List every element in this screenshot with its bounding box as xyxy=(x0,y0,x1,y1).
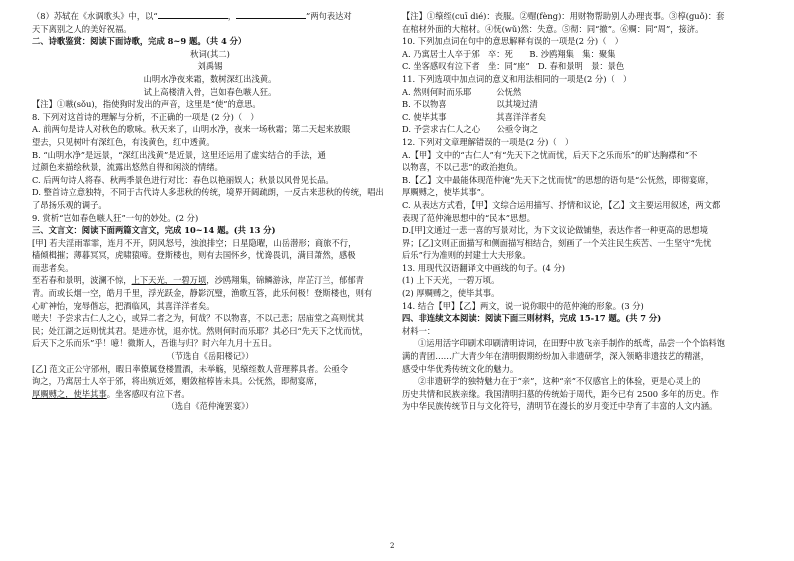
left-line: 秋词(其二) xyxy=(190,48,230,59)
left-line: D. 整首诗立意独特，不同于古代诗人多悲秋的传统，境界开阔疏朗，一反古来悲秋的传统，唱出 xyxy=(32,187,384,198)
underlined-sentence: 厚赒赙之，使毕其事 xyxy=(32,388,107,399)
line-text: 。坐客感叹有泣下者。 xyxy=(106,388,190,399)
right-line: 厚赒赙之，使毕其事”。 xyxy=(402,187,490,198)
right-line: 后乐”行为准则的封建士大夫形象。 xyxy=(402,250,531,261)
left-line: （选自《范仲淹罢宴》） xyxy=(166,401,254,412)
right-line: ①运用活字印刷术印刷清明诗词，在田野中放飞亲手制作的纸鸢，品尝一个个馅料饱 xyxy=(418,338,725,349)
right-line: 界；[乙]文则正面描写和侧面描写相结合，刻画了一个关注民生疾苦、一生坚守“先忧 xyxy=(402,237,712,248)
right-line: 13. 用现代汉语翻译文中画线的句子。(4 分) xyxy=(402,262,565,273)
left-line: 三、文言文：阅读下面两篇文言文，完成 10~14 题。(共 13 分) xyxy=(32,225,276,236)
left-line xyxy=(32,10,388,23)
left-line: 樯倾楫摧；薄暮冥冥，虎啸猿啼。登斯楼也，则有去国怀乡，忧谗畏讥，满目萧然，感极 xyxy=(32,250,356,261)
left-line: B. “山明水净”是远景，“深红出浅黄”是近景，这里还运用了虚实结合的手法，通 xyxy=(32,149,326,160)
right-line: 在棺材外面的大棺材。④怃(wǔ)然：失意。⑤彻：同“撤”。⑥赒：同“周”，接济。 xyxy=(402,23,704,34)
left-line: 天下离别之人的美好祝福。 xyxy=(32,23,132,34)
left-line: 山明水净夜来霜，数树深红出浅黄。 xyxy=(143,73,277,84)
page-number: 2 xyxy=(390,542,395,550)
right-line: B.【乙】文中最能体现范仲淹“先天下之忧而忧”的思想的语句是“公怃然，即彻宴席， xyxy=(402,174,714,185)
line-text: （8）苏轼在《水调歌头》中，以“ xyxy=(32,11,158,21)
right-line: ②非遗研学的独特魅力在于“亲”，这种“亲”不仅感官上的体验，更是心灵上的 xyxy=(418,376,701,387)
line-text: ，沙鸥翔集，锦鳞游泳，岸芷汀兰，郁郁青 xyxy=(206,275,364,286)
right-line: 11. 下列选项中加点词的意义和用法相同的一项是(2 分)（ ） xyxy=(402,73,632,84)
right-line: C. 从表达方式看，【甲】文综合运用描写、抒情和议论，【乙】文主要运用叙述，两文都 xyxy=(402,199,721,210)
right-line: 以物喜，不以己悲”的政治抱负。 xyxy=(402,162,523,173)
right-line: 表现了范仲淹思想中的“民本”思想。 xyxy=(402,212,535,223)
right-line: 感受中华优秀传统文化的魅力。 xyxy=(402,363,519,374)
left-line: [甲] 若夫淫雨霏霏，连月不开，阴风怒号，浊浪排空；日星隐曜，山岳潜形；商旅不行， xyxy=(32,237,357,248)
right-line: 满的青团……广大青少年在清明假期纷纷加入非遗研学，深入领略非遗技艺的精湛， xyxy=(402,351,709,362)
left-line: 过颜色来描绘秋景，流露出悠然自得和闲淡的情绪。 xyxy=(32,162,223,173)
left-line: 试上高楼清入骨，岂如春色嗾人狂。 xyxy=(143,86,277,97)
right-line: C. 坐客感叹有泣下者 坐：同“座” D. 春和景明 景：景色 xyxy=(402,61,625,72)
line-text: 至若春和景明，波澜不惊， xyxy=(32,275,132,286)
left-line: A. 前两句是诗人对秋色的歌咏。秋天来了，山明水净，夜来一场秋霜；第二天起来放眼 xyxy=(32,124,351,135)
right-line: D. 予尝求古仁人之心 公亟令询之 xyxy=(402,124,539,135)
right-line: B. 不以物喜 以其境过清 xyxy=(402,99,538,110)
left-line: C. 后两句诗人将春、秋两季景色进行对比：春色以艳丽娱人；秋景以风骨见长品。 xyxy=(32,174,334,185)
line-text: ， xyxy=(227,11,236,21)
right-line: 12. 下列对文章理解错误的一项是(2 分)（ ） xyxy=(402,136,574,147)
left-line: （节选自《岳阳楼记》） xyxy=(166,351,254,362)
answer-blank xyxy=(236,10,306,19)
left-line: 望去，只见树叶有深红色，有浅黄色，红中透黄。 xyxy=(32,136,215,147)
right-line: 【注】①缞绖(cuī dié)：丧服。②赗(fèng)：用财物帮助别人办理丧事。③椁(guǒ)：套 xyxy=(402,11,725,21)
left-line: 而悲者矣。 xyxy=(32,262,74,273)
answer-blank xyxy=(158,10,228,19)
left-line xyxy=(32,388,388,401)
right-line: D.[甲]文通过一悲一喜的写景对比，为下文议论做铺垫，表达作者一种更高的思想境 xyxy=(402,225,708,236)
left-column xyxy=(32,10,388,413)
line-text: ”两句表达对 xyxy=(306,11,352,21)
left-line: 二、诗歌鉴赏：阅读下面诗歌，完成 8~9 题。（共 4 分） xyxy=(32,36,247,47)
right-line: C. 使毕其事 其喜洋洋者矣 xyxy=(402,111,547,122)
right-line: (2) 厚赒赙之，使毕其事。 xyxy=(402,288,500,299)
right-line: A. 然则何时而乐耶 公怃然 xyxy=(402,86,522,97)
left-line: 询之，乃寓居士人卒于邠，将出殡近郊，赗敛棺椁皆未具。公怃然，即彻宴席， xyxy=(32,376,323,387)
right-line: 材料一： xyxy=(402,325,436,336)
underlined-sentence: 上下天光，一碧万顷 xyxy=(131,275,207,286)
left-line: 后天下之乐而乐”乎！噫！微斯人，吾谁与归？时六年九月十五日。 xyxy=(32,338,277,349)
left-line xyxy=(32,274,388,287)
left-line: 9. 赏析“岂如春色嗾人狂”一句的妙处。(2 分) xyxy=(32,212,199,223)
left-line: [乙] 范文正公守邠州，暇日率僚属登楼置酒，未举觞，见缞绖数人营理葬具者。公亟令 xyxy=(32,363,349,374)
right-line: 为中华民族传统节日与文化符号，清明节在漫长的岁月变迁中孕育了丰富的人文内涵。 xyxy=(402,401,718,412)
right-line: A.【甲】文中的“古仁人”有“先天下之忧而忧，后天下之乐而乐”的旷达胸襟和“不 xyxy=(402,149,698,160)
left-line: 刘禹锡 xyxy=(197,61,223,72)
right-line: 历史共情和民族亲缘。我国清明扫墓的传统始于周代，距今已有 2500 多年的历史。作 xyxy=(402,388,719,399)
left-line: 【注】①嗾(sǒu)，指使狗时发出的声音，这里是“使”的意思。 xyxy=(32,99,261,110)
right-line: (1) 上下天光，一碧万顷。 xyxy=(402,275,500,286)
left-line: 了昂扬乐观的调子。 xyxy=(32,199,107,210)
left-line: 青。而或长烟一空，皓月千里，浮光跃金，静影沉璧，渔歌互答，此乐何极！登斯楼也，则有 xyxy=(32,288,373,299)
left-line: 嗟夫！予尝求古仁人之心，或异二者之为，何哉？不以物喜，不以己悲；居庙堂之高则忧其 xyxy=(32,313,364,324)
left-line: 心旷神怡，宠辱偕忘，把酒临风，其喜洋洋者矣。 xyxy=(32,300,215,311)
right-line: 14. 结合【甲】【乙】两文，说一说你眼中的范仲淹的形象。(3 分) xyxy=(402,300,644,311)
right-line: 四、非连续文本阅读：阅读下面三则材料，完成 15-17 题。(共 7 分) xyxy=(402,313,662,324)
right-column xyxy=(402,10,764,413)
right-line: A. 乃寓居士人卒于邠 卒：死 B. 沙鸥翔集 集：聚集 xyxy=(402,48,616,59)
left-line: 8. 下列对这首诗的理解与分析，不正确的一项是 (2 分)（ ） xyxy=(32,111,259,122)
left-line: 民；处江湖之远则忧其君。是进亦忧，退亦忧。然则何时而乐耶？其必曰“先天下之忧而忧， xyxy=(32,325,369,336)
right-line: 10. 下列加点词在句中的意思解释有误的一项是(2 分)（ ） xyxy=(402,36,624,47)
